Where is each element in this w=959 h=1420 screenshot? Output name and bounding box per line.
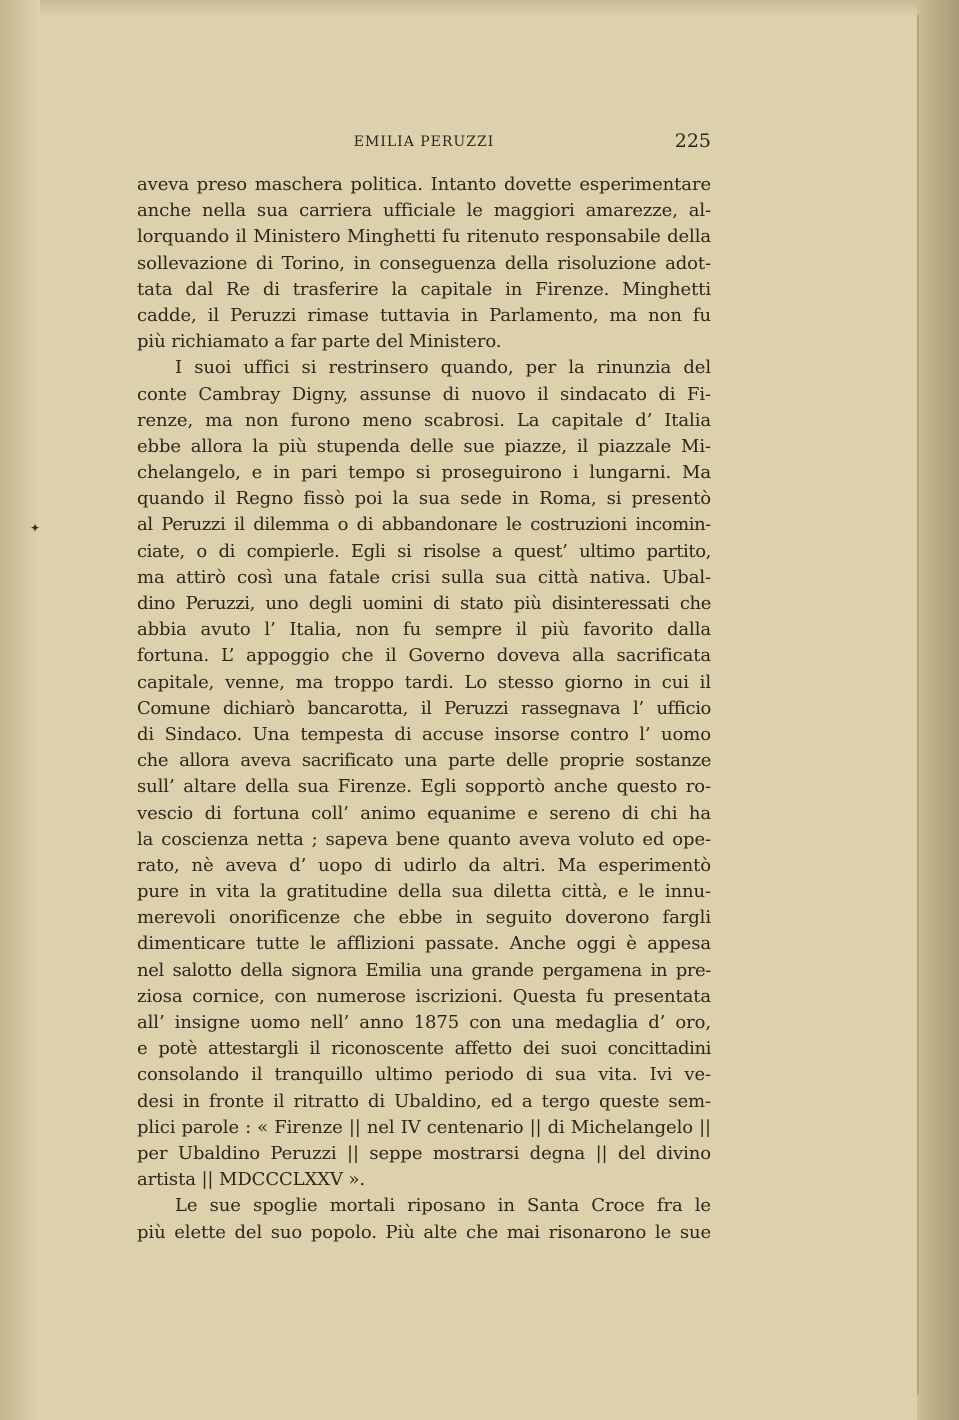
text-line: al Peruzzi il dilemma o di abbandonare le costruzioni incomin- [137, 514, 711, 536]
text-line: vescio di fortuna coll’ animo equanime e sereno di chi ha [137, 802, 711, 824]
text-line: di Sindaco. Una tempesta di accuse insorse contro l’ uomo [137, 723, 711, 745]
text-line: che allora aveva sacrificato una parte delle proprie sostanze [137, 750, 711, 772]
text-line: lorquando il Ministero Minghetti fu ritenuto responsabile della [137, 226, 711, 248]
text-line: ciate, o di compierle. Egli si risolse a quest’ ultimo partito, [137, 540, 711, 562]
text-line: consolando il tranquillo ultimo periodo di sua vita. Ivi ve- [137, 1064, 711, 1086]
text-line: I suoi uffici si restrinsero quando, per la rinunzia del [175, 357, 711, 379]
text-line: chelangelo, e in pari tempo si proseguirono i lungarni. Ma [137, 462, 711, 484]
text-line: sollevazione di Torino, in conseguenza della risoluzione adot- [137, 252, 711, 274]
text-line: dimenticare tutte le afflizioni passate. Anche oggi è appesa [137, 933, 711, 955]
text-line: tata dal Re di trasferire la capitale in Firenze. Minghetti [137, 278, 711, 300]
text-line: desi in fronte il ritratto di Ubaldino, ed a tergo queste sem- [137, 1090, 711, 1112]
text-line: renze, ma non furono meno scabrosi. La capitale d’ Italia [137, 409, 711, 431]
text-line: e potè attestargli il riconoscente affetto dei suoi concittadini [137, 1038, 711, 1060]
text-line: all’ insigne uomo nell’ anno 1875 con una medaglia d’ oro, [137, 1012, 711, 1033]
text-line: aveva preso maschera politica. Intanto dovette esperimentare [137, 174, 711, 195]
page-header [137, 130, 711, 156]
text-line: più richiamato a far parte del Ministero. [137, 331, 502, 353]
text-line: ma attirò così una fatale crisi sulla sua città nativa. Ubal- [137, 566, 711, 588]
text-line: capitale, venne, ma troppo tardi. Lo stesso giorno in cui il [137, 671, 711, 693]
page-number: 225 [674, 130, 711, 152]
text-line: conte Cambray Digny, assunse di nuovo il sindacato di Fi- [137, 383, 711, 405]
text-line: abbia avuto l’ Italia, non fu sempre il più favorito dalla [137, 619, 711, 641]
page-right-edge [917, 0, 959, 1420]
text-line: ziosa cornice, con numerose iscrizioni. Questa fu presentata [137, 985, 711, 1007]
text-line: pure in vita la gratitudine della sua diletta città, e le innu- [137, 881, 711, 903]
text-line: la coscienza netta ; sapeva bene quanto aveva voluto ed ope- [137, 828, 711, 850]
text-line: Le sue spoglie mortali riposano in Santa Croce fra le [175, 1195, 711, 1217]
text-line: anche nella sua carriera ufficiale le maggiori amarezze, al- [137, 200, 711, 222]
ink-smudge-mark: ✦ [30, 521, 41, 535]
text-line: sull’ altare della sua Firenze. Egli sopportò anche questo ro- [137, 776, 711, 798]
text-line: Comune dichiarò bancarotta, il Peruzzi rassegnava l’ ufficio [137, 697, 711, 719]
body-text [137, 172, 711, 1246]
binding-fold-shadow [0, 0, 40, 1420]
page-top-edge [0, 0, 959, 18]
text-line: quando il Regno fissò poi la sua sede in Roma, si presentò [137, 488, 711, 510]
text-line: fortuna. L’ appoggio che il Governo doveva alla sacrificata [137, 645, 711, 667]
text-line: nel salotto della signora Emilia una grande pergamena in pre- [137, 959, 711, 981]
text-line: per Ubaldino Peruzzi || seppe mostrarsi degna || del divino [137, 1142, 711, 1164]
text-line: dino Peruzzi, uno degli uomini di stato più disinteressati che [137, 593, 711, 614]
running-head: EMILIA PERUZZI [353, 134, 495, 150]
text-line: artista || MDCCCLXXV ». [137, 1169, 366, 1191]
text-line: cadde, il Peruzzi rimase tuttavia in Parlamento, ma non fu [137, 304, 711, 326]
text-line: merevoli onorificenze che ebbe in seguito doverono fargli [137, 907, 711, 929]
text-line: più elette del suo popolo. Più alte che mai risonarono le sue [137, 1221, 711, 1243]
text-line: rato, nè aveva d’ uopo di udirlo da altri. Ma esperimentò [137, 854, 711, 876]
text-line: ebbe allora la più stupenda delle sue piazze, il piazzale Mi- [137, 435, 711, 457]
page-edge-line [917, 15, 919, 1395]
text-line: plici parole : « Firenze || nel IV centenario || di Michelangelo || [137, 1116, 711, 1138]
